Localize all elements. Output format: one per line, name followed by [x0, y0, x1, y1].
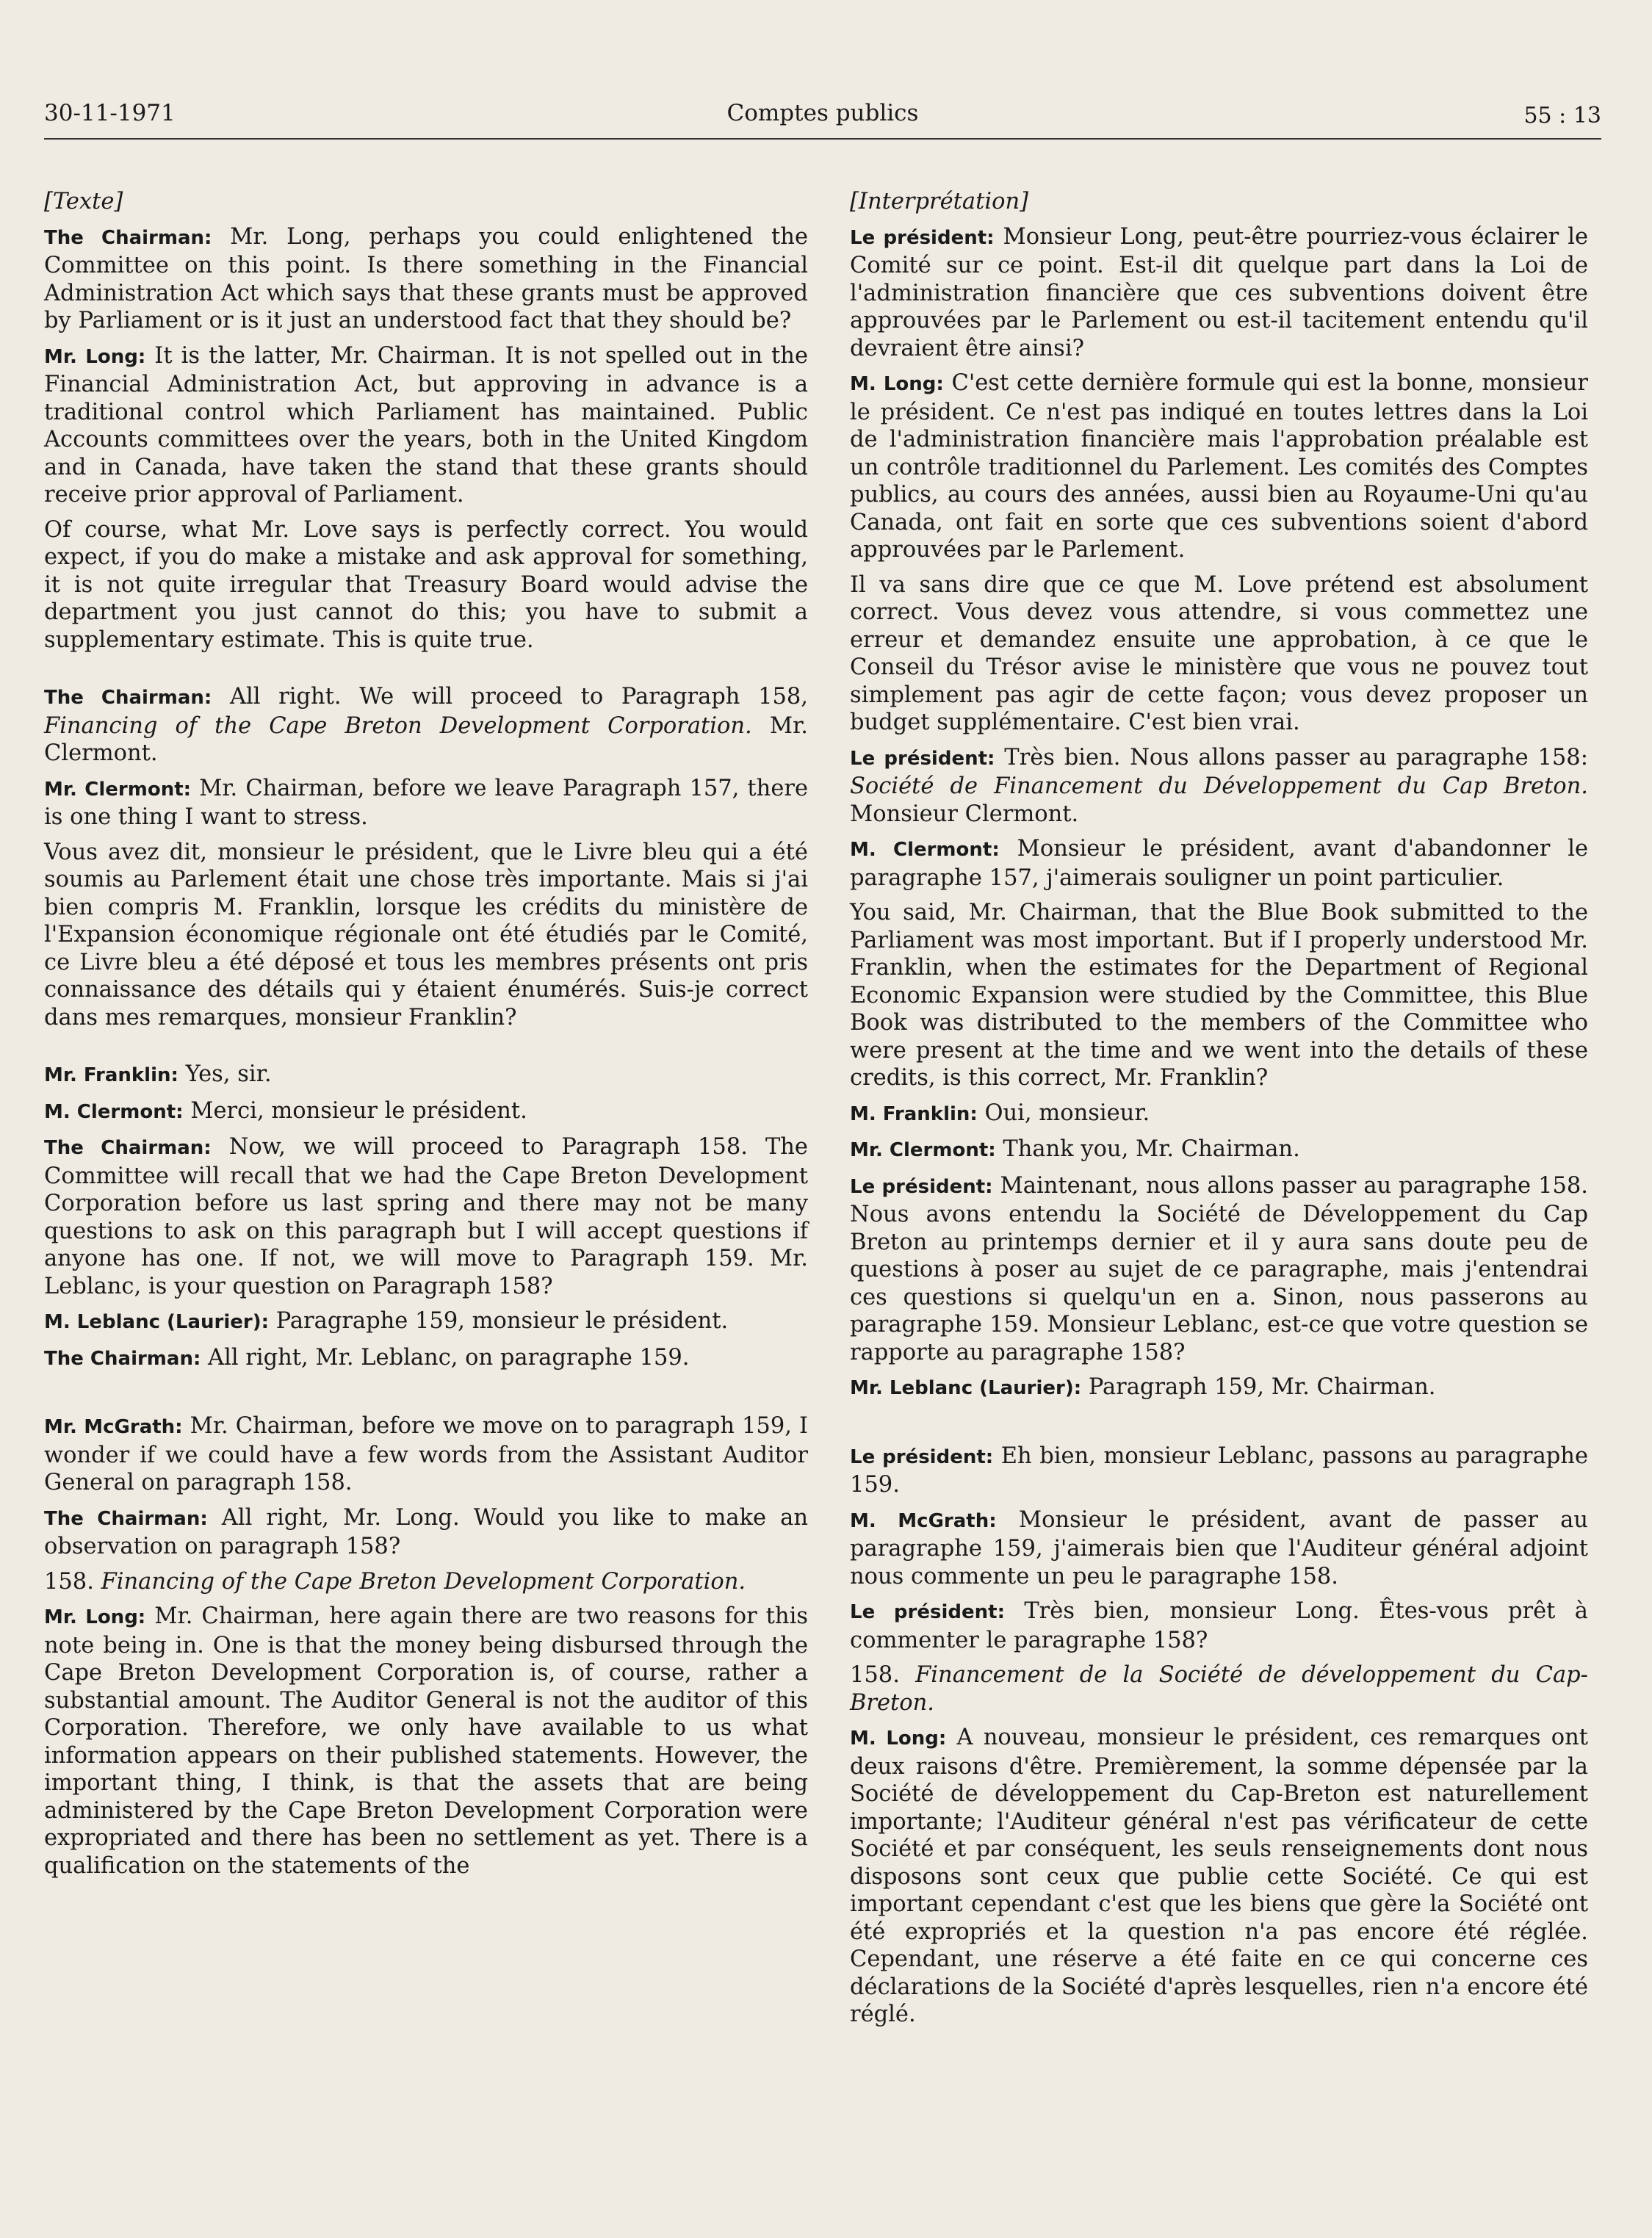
- language-tag: [Texte]: [44, 189, 123, 214]
- speaker: M. Leblanc (Laurier):: [44, 1311, 270, 1333]
- speech: Paragraph 159, Mr. Chairman.: [1081, 1374, 1436, 1400]
- paragraph: [44, 342, 808, 509]
- speech: Mr. Chairman, before we move on to paragraph 159, I wonder if we could have a few words from the Assistant Auditor General on paragraph 158.: [44, 1413, 808, 1495]
- speech: Très bien. Nous allons passer au paragraphe 158:: [995, 744, 1588, 770]
- language-tag: [Interprétation]: [850, 189, 1028, 214]
- paragraph: [44, 1603, 808, 1880]
- speech: Oui, monsieur.: [977, 1100, 1150, 1126]
- paragraph: Of course, what Mr. Love says is perfectly correct. You would expect, if you do make a mistake and ask approval for something, it is not quite irregular that Treasury Board would advise the department you just cannot do this; you have to submit a supplementary estimate. This is quite true.: [44, 516, 808, 653]
- speaker: Mr. Long:: [44, 345, 146, 368]
- speech: All right, Mr. Long. Would you like to make an observation on paragraph 158?: [44, 1504, 808, 1559]
- speech: Monsieur le président, avant de passer au paragraphe 159, j'aimerais bien que l'Auditeur général adjoint nous commente un peu le paragraphe 158.: [850, 1506, 1588, 1589]
- paragraph: [850, 1661, 1588, 1717]
- speaker: Mr. Clermont:: [44, 778, 192, 801]
- paragraph: Vous avez dit, monsieur le président, que le Livre bleu qui a été soumis au Parlement était une chose très importante. Mais si j'ai bien compris M. Franklin, lorsque les crédits du ministère de l'Expansion économique régionale ont été étudiés par le Comité, ce Livre bleu a été déposé et tous les membres présents ont pris connaissance des détails qui y étaient énumérés. Suis-je correct dans mes remarques, monsieur Franklin?: [44, 839, 808, 1030]
- speech: All right, Mr. Leblanc, on paragraphe 159.: [201, 1344, 690, 1371]
- speaker: The Chairman:: [44, 1137, 212, 1159]
- right-column: [850, 188, 1588, 2036]
- paragraph: [44, 1412, 808, 1497]
- paragraph: [850, 835, 1588, 892]
- speech: Mr. Long, perhaps you could enlightened the Committee on this point. Is there something in the Financial Administration Act which says that these grants must be approved by Parliament or is it just an understood fact that they should be?: [44, 223, 808, 333]
- speaker: Le président:: [850, 1175, 993, 1198]
- paragraph: [850, 1724, 1588, 2029]
- speaker: Le président:: [850, 1445, 994, 1468]
- speech: Yes, sir.: [178, 1061, 272, 1087]
- speech: Mr. Clermont.: [44, 712, 808, 766]
- speaker: Le président:: [850, 226, 995, 249]
- paragraph: [850, 1374, 1588, 1403]
- speech: Thank you, Mr. Chairman.: [995, 1136, 1300, 1162]
- speech: It is the latter, Mr. Chairman. It is not spelled out in the Financial Administration Act, but approving in advance is a traditional control which Parliament has maintained. Public Accounts committees over the years, both in the United Kingdom and in Canada, have taken the stand that these grants should receive prior approval of Parliament.: [44, 342, 808, 508]
- speaker: Mr. Franklin:: [44, 1064, 178, 1086]
- speaker: M. Clermont:: [44, 1100, 184, 1123]
- speech: Monsieur le président, avant d'abandonner le paragraphe 157, j'aimerais souligner un point particulier.: [850, 836, 1589, 891]
- paragraph: [850, 223, 1588, 363]
- speaker: The Chairman:: [44, 687, 212, 709]
- speech-italic: Société de Financement du Développement du Cap Breton.: [850, 773, 1588, 799]
- paragraph: [44, 1504, 808, 1561]
- speaker: Mr. Clermont:: [850, 1139, 996, 1161]
- speaker: M. Clermont:: [850, 839, 1000, 861]
- paragraph: [44, 1344, 808, 1374]
- speaker: M. McGrath:: [850, 1509, 997, 1532]
- speech: Mr. Chairman, before we leave Paragraph 157, there is one thing I want to stress.: [44, 775, 808, 830]
- speech: Paragraphe 159, monsieur le président.: [269, 1308, 729, 1334]
- speaker: Le président:: [850, 1601, 1005, 1623]
- paragraph-number: 158.: [850, 1662, 900, 1688]
- speaker: Mr. Leblanc (Laurier):: [850, 1377, 1082, 1399]
- paragraph: [44, 1307, 808, 1337]
- paragraph: [850, 1598, 1588, 1654]
- section-heading: Financement de la Société de développement du Cap-Breton.: [850, 1662, 1588, 1716]
- paragraph: [850, 1443, 1588, 1499]
- speech: Eh bien, monsieur Leblanc, passons au paragraphe 159.: [850, 1443, 1588, 1498]
- paragraph-number: 158.: [44, 1568, 94, 1595]
- section-heading: Financing of the Cape Breton Development Corporation.: [101, 1568, 746, 1595]
- paragraph: [850, 1506, 1588, 1591]
- paragraph: [44, 1133, 808, 1300]
- speech: A nouveau, monsieur le président, ces remarques ont deux raisons d'être. Premièrement, la somme dépensée par la Société de développement du Cap-Breton est naturellement importante; l'Auditeur général n'est pas vérificateur de cette Société et par conséquent, les seuls renseignements dont nous disposons sont ceux que publie cette Société. Ce qui est important cependant c'est que les biens que gère la Société ont été expropriés et la question n'a pas encore été réglée. Cependant, une réserve a été faite en ce qui concerne ces déclarations de la Société d'après lesquelles, rien n'a encore été réglé.: [850, 1725, 1588, 2027]
- paragraph: [850, 1136, 1588, 1165]
- speaker: M. Long:: [850, 373, 944, 395]
- paragraph: Il va sans dire que ce que M. Love prétend est absolument correct. Vous devez vous attendre, si vous commettez une erreur et demandez ensuite une approbation, à ce que le Conseil du Trésor avise le ministère que vous ne pouvez tout simplement pas agir de cette façon; vous devez proposer un budget supplémentaire. C'est bien vrai.: [850, 571, 1588, 735]
- paragraph: [850, 1172, 1588, 1367]
- speech: All right. We will proceed to Paragraph 158,: [212, 684, 808, 710]
- speech: Now, we will proceed to Paragraph 158. The Committee will recall that we had the Cape Breton Development Corporation before us last spring and there may not be many questions to ask on this paragraph but I will accept questions if anyone has one. If not, we will move to Paragraph 159. Mr. Leblanc, is your question on Paragraph 158?: [44, 1134, 808, 1299]
- speaker: The Chairman:: [44, 1507, 208, 1530]
- speech: C'est cette dernière formule qui est la bonne, monsieur le président. Ce n'est pas indiqué en toutes lettres dans la Loi de l'administration financière mais l'approbation préalable est un contrôle traditionnel du Parlement. Les comités des Comptes publics, au cours des années, aussi bien au Royaume-Uni qu'au Canada, ont fait en sorte que ces subventions soient d'abord approuvées par le Parlement.: [850, 370, 1588, 563]
- paragraph: [44, 683, 808, 768]
- paragraph: [44, 1061, 808, 1090]
- header-page-number: 55 : 13: [1523, 103, 1601, 129]
- speech: Maintenant, nous allons passer au paragraphe 158. Nous avons entendu la Société de Développement du Cap Breton au printemps dernier et il y aura sans doute peu de questions à poser au sujet de ce paragraphe, mais j'entendrai ces questions si quelqu'un en a. Sinon, nous passerons au paragraphe 159. Monsieur Leblanc, est-ce que votre question se rapporte au paragraphe 158?: [850, 1172, 1588, 1365]
- speech: Monsieur Long, peut-être pourriez-vous éclairer le Comité sur ce point. Est-il dit quelque part dans la Loi de l'administration financière que ces subventions doivent être approuvées par le Parlement ou est-il tacitement entendu qu'il devraient être ainsi?: [850, 223, 1588, 361]
- speaker: Mr. McGrath:: [44, 1416, 183, 1438]
- speaker: M. Franklin:: [850, 1102, 978, 1125]
- speaker: Mr. Long:: [44, 1606, 146, 1628]
- left-column: [44, 188, 808, 1887]
- speaker: Le président:: [850, 747, 995, 770]
- paragraph: [850, 1100, 1588, 1129]
- speech-italic: Financing of the Cape Breton Development Corporation.: [44, 712, 752, 739]
- speaker: The Chairman:: [44, 1347, 201, 1370]
- speech: Merci, monsieur le président.: [183, 1097, 527, 1124]
- paragraph: [850, 744, 1588, 829]
- paragraph: [850, 369, 1588, 564]
- paragraph: [44, 775, 808, 831]
- page-header: [44, 94, 1601, 140]
- speech: Monsieur Clermont.: [850, 801, 1079, 827]
- speaker: M. Long:: [850, 1728, 947, 1750]
- paragraph: [44, 223, 808, 335]
- speech: Très bien, monsieur Long. Êtes-vous prêt à commenter le paragraphe 158?: [850, 1598, 1588, 1653]
- header-date: 30-11-1971: [44, 100, 176, 126]
- paragraph: [44, 1568, 808, 1596]
- paragraph: You said, Mr. Chairman, that the Blue Book submitted to the Parliament was most important. But if I properly understood Mr. Franklin, when the estimates for the Department of Regional Economic Expansion were studied by the Committee, this Blue Book was distributed to the members of the Committee who were present at the time and we went into the details of these credits, is this correct, Mr. Franklin?: [850, 900, 1588, 1091]
- paragraph: [44, 1097, 808, 1127]
- speech: Mr. Chairman, here again there are two reasons for this note being in. One is that the money being disbursed through the Cape Breton Development Corporation is, of course, rather a substantial amount. The Auditor General is not the auditor of this Corporation. Therefore, we only have available to us what information appears on their published statements. However, the important thing, I think, is that the assets that are being administered by the Cape Breton Development Corporation were expropriated and there has been no settlement as yet. There is a qualification on the statements of the: [44, 1603, 808, 1879]
- speaker: The Chairman:: [44, 226, 212, 249]
- header-title: Comptes publics: [726, 100, 919, 126]
